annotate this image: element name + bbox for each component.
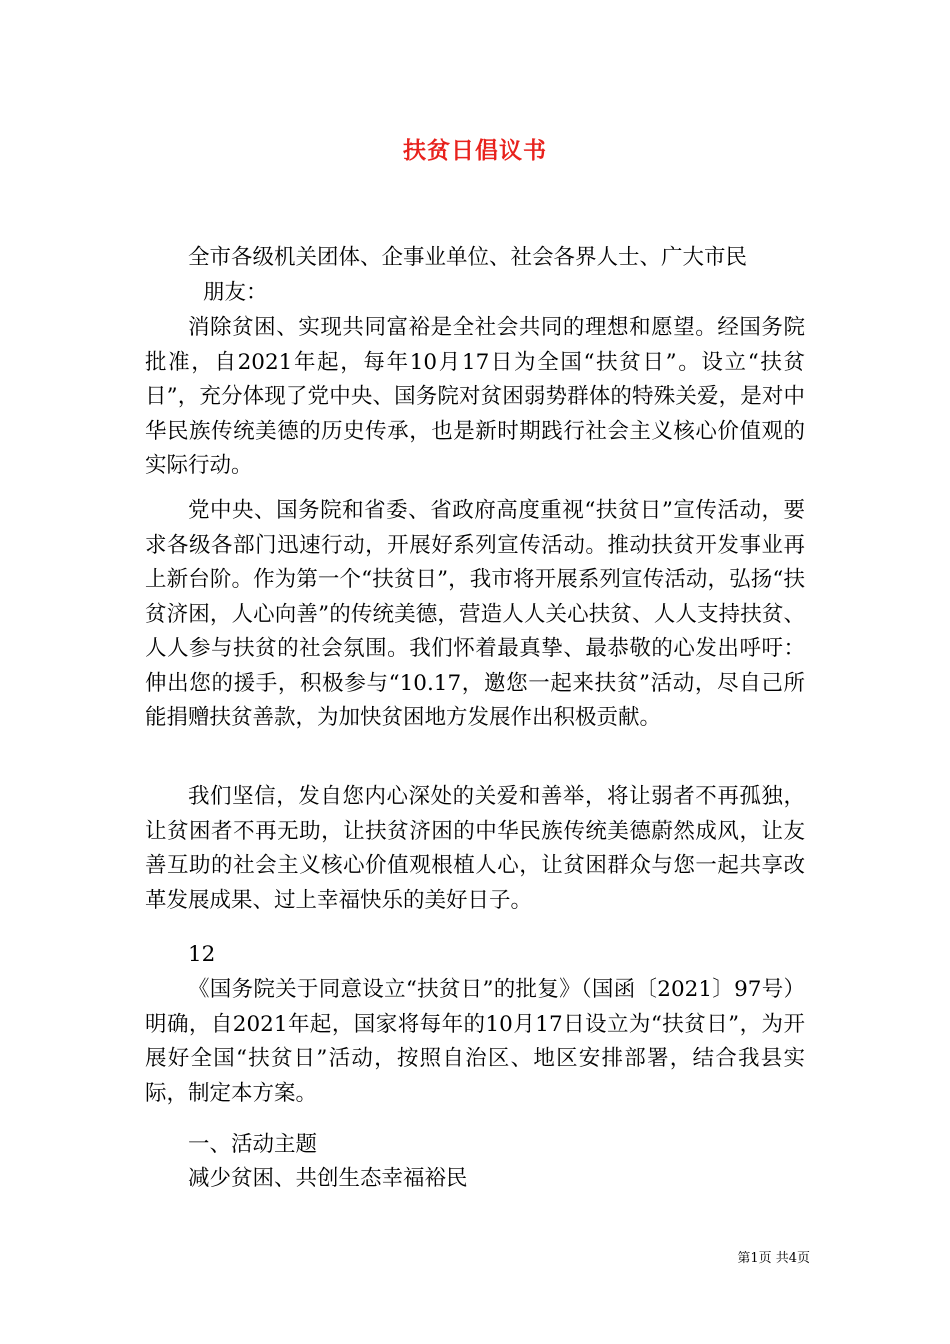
salutation-line-2: 朋友：	[203, 280, 268, 305]
document-title: 扶贫日倡议书	[403, 137, 547, 164]
activity-theme: 减少贫困、共创生态幸福裕民	[188, 1166, 468, 1191]
salutation-line-1: 全市各级机关团体、企事业单位、社会各界人士、广大市民	[188, 245, 748, 270]
paragraph-number: 12	[188, 942, 216, 967]
section-heading-1: 一、活动主题	[188, 1132, 318, 1157]
paragraph-4: 《国务院关于同意设立“扶贫日”的批复》（国函〔2021〕97号）明确，自2021年起，国家将每年的10月17日设立为“扶贫日”，为开展好全国“扶贫日”活动，按照自治区、地区安排部署，结合我县实际，制定本方案。	[145, 977, 805, 1106]
paragraph-1: 消除贫困、实现共同富裕是全社会共同的理想和愿望。经国务院批准，自2021年起，每年10月17日为全国“扶贫日”。设立“扶贫日”，充分体现了党中央、国务院对贫困弱势群体的特殊关爱，是对中华民族传统美德的历史传承，也是新时期践行社会主义核心价值观的实际行动。	[145, 315, 805, 478]
paragraph-2: 党中央、国务院和省委、省政府高度重视“扶贫日”宣传活动，要求各级各部门迅速行动，开展好系列宣传活动。推动扶贫开发事业再上新台阶。作为第一个“扶贫日”，我市将开展系列宣传活动，弘扬“扶贫济困，人心向善”的传统美德，营造人人关心扶贫、人人支持扶贫、人人参与扶贫的社会氛围。我们怀着最真挚、最恭敬的心发出呼吁：伸出您的援手，积极参与“10.17，邀您一起来扶贫”活动，尽自己所能捐赠扶贫善款，为加快贫困地方发展作出积极贡献。	[145, 498, 805, 730]
paragraph-3: 我们坚信，发自您内心深处的关爱和善举，将让弱者不再孤独，让贫困者不再无助，让扶贫济困的中华民族传统美德蔚然成风，让友善互助的社会主义核心价值观根植人心，让贫困群众与您一起共享改革发展成果、过上幸福快乐的美好日子。	[145, 784, 805, 913]
page-number: 第1页 共4页	[737, 1251, 810, 1266]
